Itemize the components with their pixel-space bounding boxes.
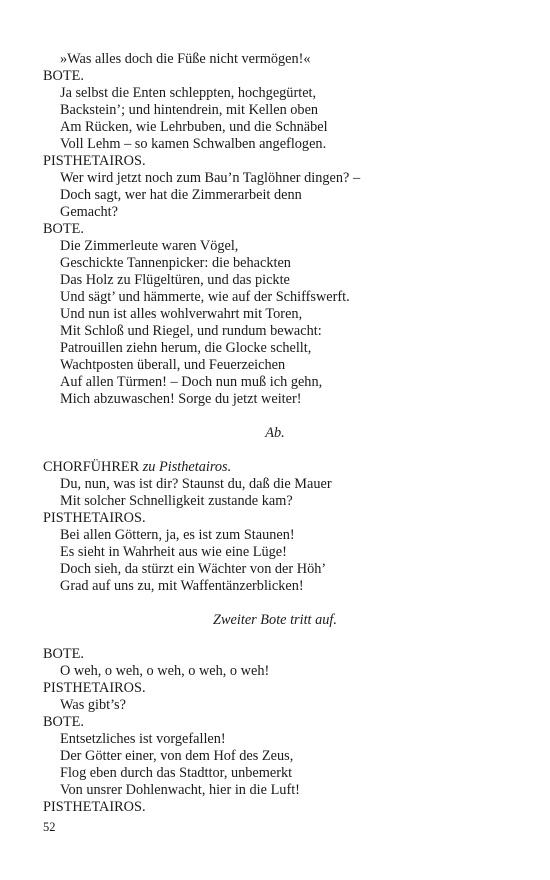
blank-line [0,408,550,425]
blank-line [0,595,550,612]
speaker-with-direction [0,459,550,476]
verse-line: Der Götter einer, von dem Hof des Zeus, [60,748,294,764]
verse-line: Die Zimmerleute waren Vögel, [60,238,239,254]
verse-line: Gemacht? [60,204,118,220]
verse-line: Geschickte Tannenpicker: die behackten [60,255,291,271]
verse-line: »Was alles doch die Füße nicht vermögen!« [60,51,311,67]
verse-line: Backstein’; und hintendrein, mit Kellen oben [60,102,319,118]
stage-direction: Zweiter Bote tritt auf. [213,612,337,628]
blank-line [0,629,550,646]
verse-line: Patrouillen ziehn herum, die Glocke schellt, [60,340,312,356]
verse-line: O weh, o weh, o weh, o weh, o weh! [60,663,270,679]
page-number: 52 [43,820,56,834]
speaker-name: PISTHETAIROS. [43,153,146,169]
speaker-name: PISTHETAIROS. [43,680,146,696]
verse-line: Am Rücken, wie Lehrbuben, und die Schnäbel [60,119,328,135]
blank-line [0,442,550,459]
verse-line: Und sägt’ und hämmerte, wie auf der Schiffswerft. [60,289,350,305]
verse-line: Ja selbst die Enten schleppten, hochgegürtet, [60,85,317,101]
speaker-name: CHORFÜHRER [43,459,140,475]
speaker-name: PISTHETAIROS. [43,799,146,815]
verse-line: Mich abzuwaschen! Sorge du jetzt weiter! [60,391,302,407]
verse-line: Wachtposten überall, und Feuerzeichen [60,357,286,373]
speaker-name: BOTE. [43,646,84,662]
verse-line: Von unsrer Dohlenwacht, hier in die Luft! [60,782,300,798]
verse-line: Es sieht in Wahrheit aus wie eine Lüge! [60,544,287,560]
verse-line: Du, nun, was ist dir? Staunst du, daß die Mauer [60,476,332,492]
stage-direction: Ab. [265,425,285,441]
verse-line: Doch sagt, wer hat die Zimmerarbeit denn [60,187,302,203]
stage-direction-inline: zu Pisthetairos. [142,459,232,475]
speaker-name: BOTE. [43,221,84,237]
verse-line: Und nun ist alles wohlverwahrt mit Toren, [60,306,303,322]
verse-line: Auf allen Türmen! – Doch nun muß ich gehn, [60,374,323,390]
verse-line: Entsetzliches ist vorgefallen! [60,731,226,747]
speaker-name: BOTE. [43,68,84,84]
verse-line: Voll Lehm – so kamen Schwalben angeflogen. [60,136,327,152]
speaker-name: BOTE. [43,714,84,730]
play-text [0,51,550,816]
verse-line: Das Holz zu Flügeltüren, und das pickte [60,272,290,288]
verse-line: Was gibt’s? [60,697,126,713]
verse-line: Mit solcher Schnelligkeit zustande kam? [60,493,293,509]
verse-line: Flog eben durch das Stadttor, unbemerkt [60,765,293,781]
verse-line: Wer wird jetzt noch zum Bau’n Taglöhner dingen? – [60,170,361,186]
verse-line: Mit Schloß und Riegel, und rundum bewacht: [60,323,322,339]
verse-line: Grad auf uns zu, mit Waffentänzerblicken! [60,578,304,594]
speaker-name: PISTHETAIROS. [43,510,146,526]
verse-line: Doch sieh, da stürzt ein Wächter von der Höh’ [60,561,327,577]
verse-line: Bei allen Göttern, ja, es ist zum Staunen! [60,527,295,543]
